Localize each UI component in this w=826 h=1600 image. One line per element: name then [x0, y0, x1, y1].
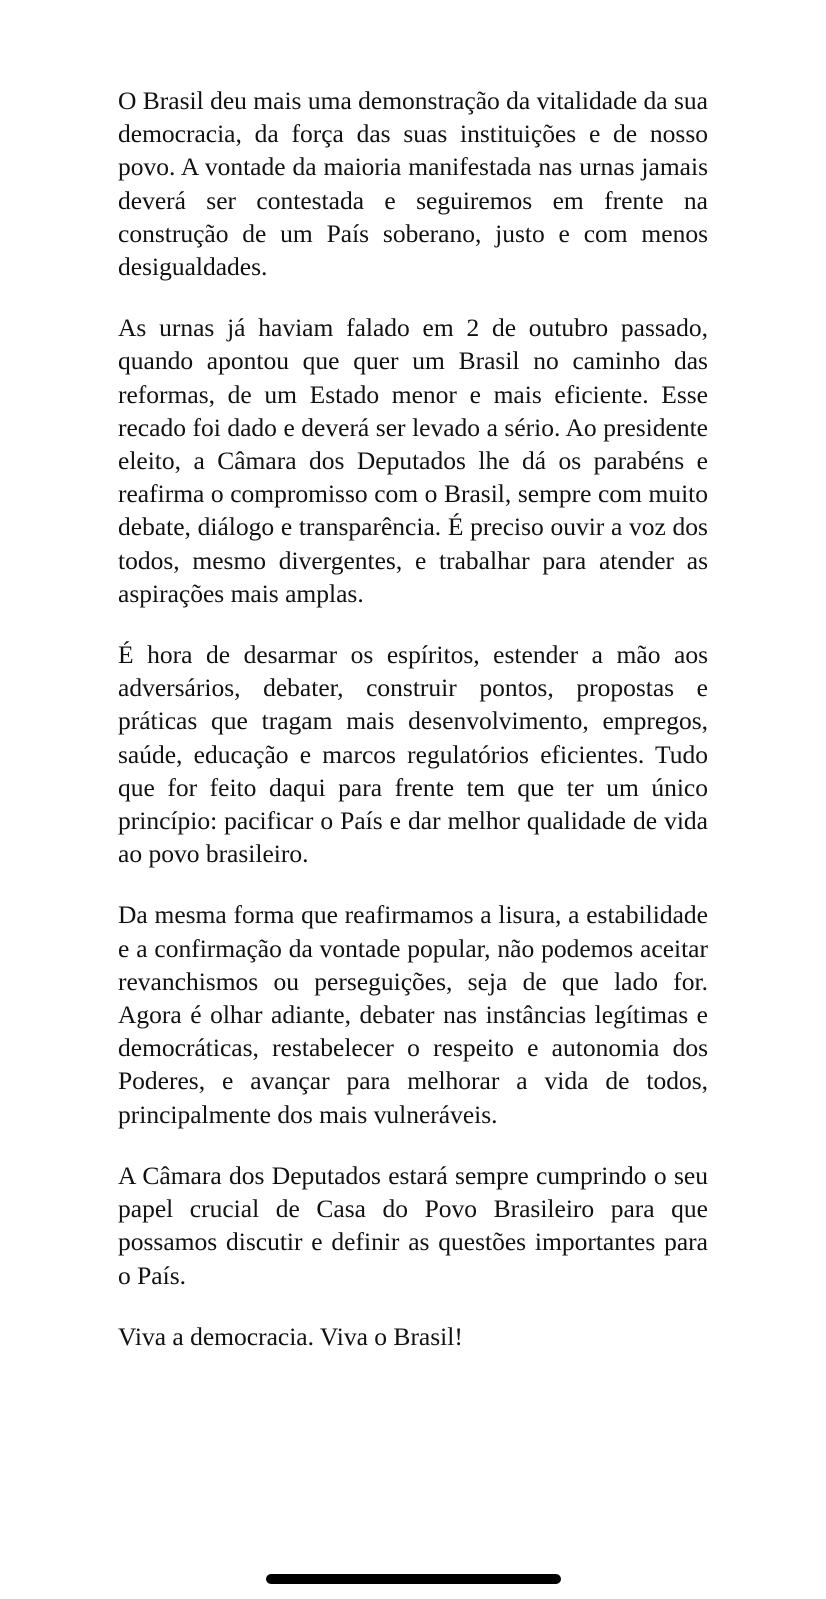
paragraph-democracy-vitality: O Brasil deu mais uma demonstração da vitalidade da sua democracia, da força das suas instituições e de nosso povo. A vontade da maioria manifestada nas urnas jamais deverá ser contestada e seguiremos em frente na construção de um País soberano, justo e com menos desigualdades.	[118, 86, 708, 282]
home-indicator[interactable]	[266, 1574, 561, 1584]
paragraph-disarm-spirits: É hora de desarmar os espíritos, estender a mão aos adversários, debater, construir pontos, propostas e práticas que tragam mais desenvolvimento, empregos, saúde, educação e marcos regulatórios eficientes. Tudo que for feito daqui para frente tem que ter um único princípio: pacificar o País e dar melhor qualidade de vida ao povo brasileiro.	[118, 640, 708, 869]
paragraph-no-revanchism: Da mesma forma que reafirmamos a lisura, a estabilidade e a confirmação da vontade popular, não podemos aceitar revanchismos ou perseguições, seja de que lado for. Agora é olhar adiante, debater nas instâncias legítimas e democráticas, restabelecer o respeito e autonomia dos Poderes, e avançar para melhorar a vida de todos, principalmente dos mais vulneráveis.	[118, 900, 708, 1129]
paragraph-closing: Viva a democracia. Viva o Brasil!	[118, 1321, 463, 1351]
paragraph-election-message: As urnas já haviam falado em 2 de outubro passado, quando apontou que quer um Brasil no caminho das reformas, de um Estado menor e mais eficiente. Esse recado foi dado e deverá ser levado a sério. Ao presidente eleito, a Câmara dos Deputados lhe dá os parabéns e reafirma o compromisso com o Brasil, sempre com muito debate, diálogo e transparência. É preciso ouvir a voz dos todos, mesmo divergentes, e trabalhar para atender as aspirações mais amplas.	[118, 313, 708, 608]
statement-document	[118, 84, 708, 1381]
paragraph-chamber-role: A Câmara dos Deputados estará sempre cumprindo o seu papel crucial de Casa do Povo Brasileiro para que possamos discutir e definir as questões importantes para o País.	[118, 1160, 708, 1290]
